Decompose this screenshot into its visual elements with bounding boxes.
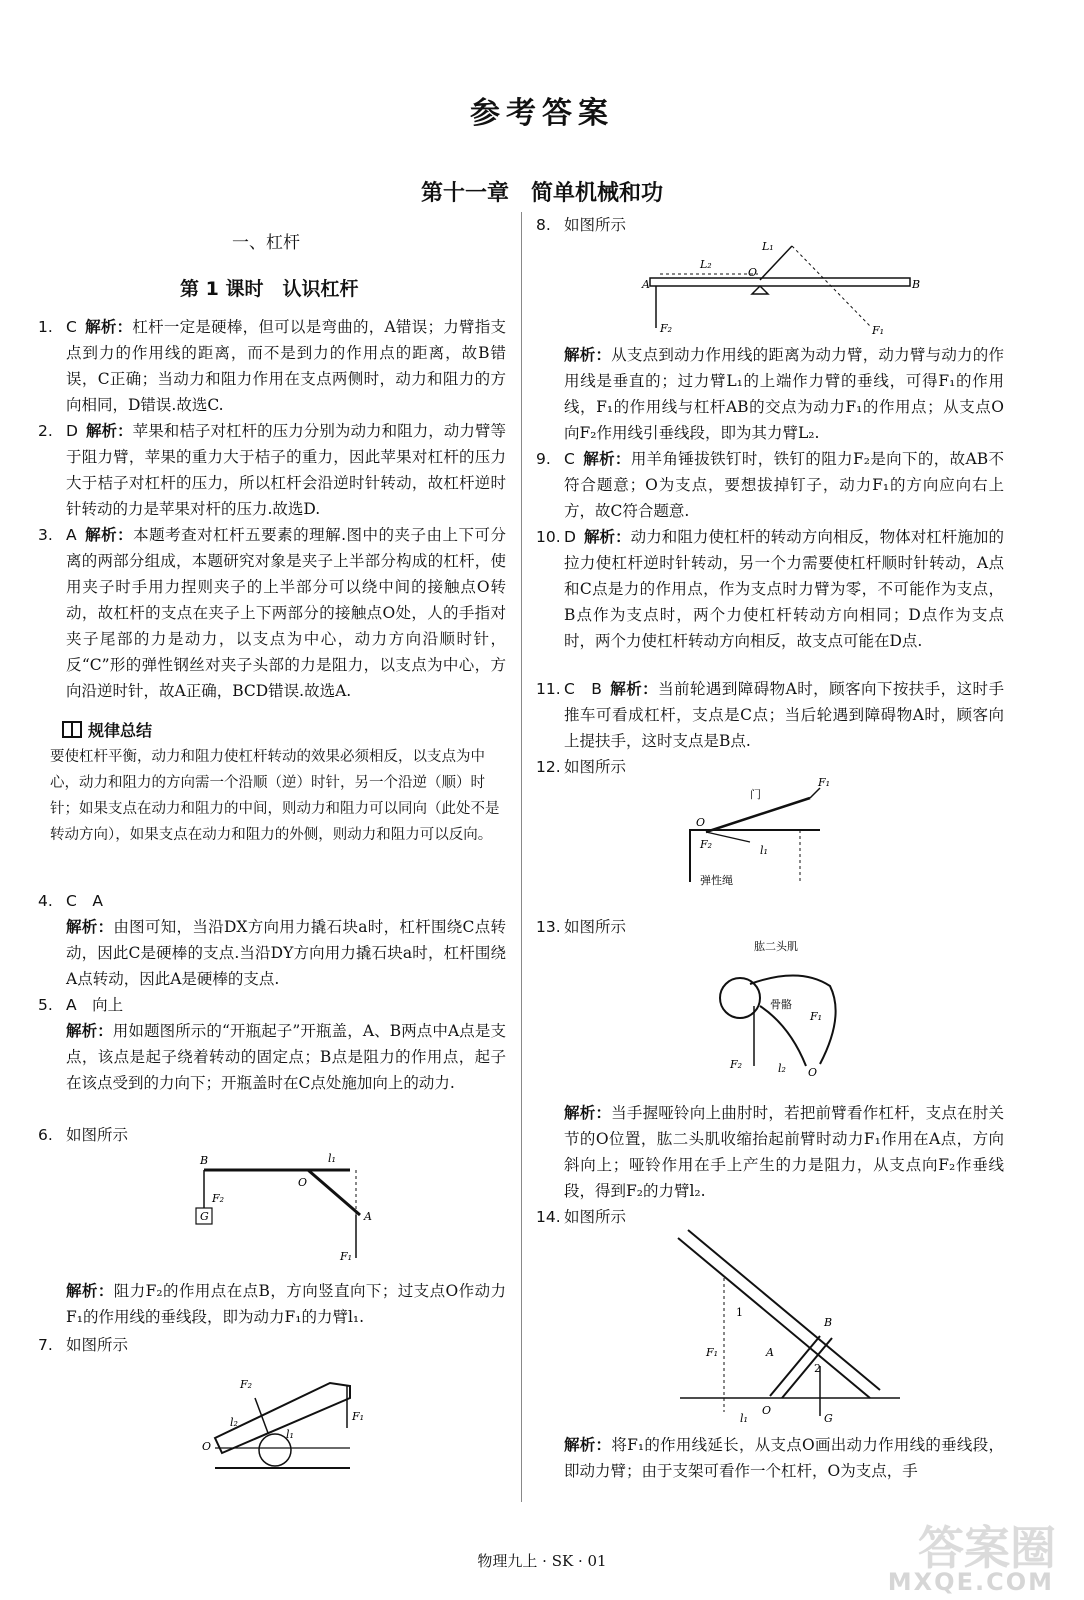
svg-text:l₁: l₁ <box>328 1152 336 1165</box>
answer-item-12: 12. 如图所示 <box>536 758 627 776</box>
page-footer: 物理九上 · SK · 01 <box>477 1552 607 1570</box>
svg-text:F₁: F₁ <box>810 1010 823 1023</box>
figure-8-lever <box>640 236 930 340</box>
svg-text:F₁: F₁ <box>352 1410 365 1423</box>
svg-text:B: B <box>824 1316 833 1329</box>
answer-item-6: 6. 如图所示 <box>38 1126 129 1144</box>
answer-item-10: 10. D 解析：动力和阻力使杠杆的转动方向相反，物体对杠杆施加的拉力使杠杆逆时针转动，另一个力需要使杠杆顺时针转动，A点和C点是力的作用点，作为支点时力臂为零，不可能作为支点，B点作为支点时，两个力使杠杆转动方向相同；D点作为支点时，两个力使杠杆转动方向相反，故支点可能在D点. <box>536 528 1004 650</box>
svg-text:F₂: F₂ <box>700 838 713 851</box>
svg-text:O: O <box>748 266 758 279</box>
watermark-url: MXQE.COM <box>887 1568 1054 1596</box>
answer-item-7: 7. 如图所示 <box>38 1336 129 1354</box>
svg-text:1: 1 <box>736 1306 743 1319</box>
watermark-logo: 答案圈 <box>918 1521 1056 1575</box>
answer-item-2: 2. D 解析：苹果和桔子对杠杆的压力分别为动力和阻力，动力臂等于阻力臂，苹果的重力大于桔子的重力，因此苹果对杠杆的压力大于桔子对杠杆的压力，所以杠杆会沿逆时针转动，故杠杆逆时针转动的力是苹果对杆的压力.故选D. <box>38 422 506 518</box>
svg-text:G: G <box>824 1412 833 1425</box>
svg-text:l₂: l₂ <box>778 1062 786 1075</box>
svg-text:2: 2 <box>814 1362 821 1375</box>
page-title: 参考答案 <box>470 96 614 131</box>
svg-text:肱二头肌: 肱二头肌 <box>754 940 798 953</box>
figure-6-lever <box>190 1150 380 1270</box>
figure-13-arm <box>710 936 860 1084</box>
figure-12-door <box>680 772 840 890</box>
answer-item-11: 11. C B 解析：当前轮遇到障碍物A时，顾客向下按扶手，这时手推车可看成杠杆，支点是C点；当后轮遇到障碍物A时，顾客向上提扶手，这时支点是B点. <box>536 680 1004 750</box>
svg-text:骨骼: 骨骼 <box>770 998 792 1011</box>
answer-item-6-explanation: 解析：阻力F₂的作用点在点B，方向竖直向下；过支点O作动力F₁的作用线的垂线段，即为动力F₁的力臂l₁. <box>66 1282 506 1326</box>
svg-text:F₁: F₁ <box>706 1346 719 1359</box>
svg-text:F₁: F₁ <box>340 1250 353 1263</box>
answer-item-4: 4. C A 解析：由图可知，当沿DX方向用力撬石块a时，杠杆围绕C点转动，因此C是硬棒的支点.当沿DY方向用力撬石块a时，杠杆围绕A点转动，因此A是硬棒的支点. <box>38 892 506 988</box>
answer-item-14-explanation: 解析：将F₁的作用线延长，从支点O画出动力作用线的垂线段，即动力臂；由于支架可看作一个杠杆，O为支点，手 <box>564 1436 1004 1480</box>
figure-14-stand <box>670 1226 910 1426</box>
answer-item-8-explanation: 解析：从支点到动力作用线的距离为动力臂，动力臂与动力的作用线是垂直的；过力臂L₁的上端作力臂的垂线，可得F₁的作用线，F₁的作用线与杠杆AB的交点为动力F₁的作用点；从支点O向F₂作用线引垂线段，即为其力臂L₂. <box>564 346 1004 442</box>
book-icon <box>62 721 82 738</box>
svg-text:A: A <box>642 278 650 291</box>
svg-text:F₂: F₂ <box>240 1378 253 1391</box>
svg-text:G: G <box>200 1210 209 1223</box>
svg-text:F₂: F₂ <box>730 1058 743 1071</box>
svg-text:L₂: L₂ <box>700 258 712 271</box>
column-divider <box>521 212 522 1502</box>
chapter-heading: 第十一章 简单机械和功 <box>420 181 663 206</box>
svg-text:弹性绳: 弹性绳 <box>700 874 733 887</box>
svg-text:B: B <box>200 1154 209 1167</box>
answer-item-9: 9. C 解析：用羊角锤拔铁钉时，铁钉的阻力F₂是向下的，故AB不符合题意；O为支点，要想拔掉钉子，动力F₁的方向应向右上方，故C符合题意. <box>536 450 1004 520</box>
section-heading: 一、杠杆 <box>232 233 300 253</box>
svg-text:l₁: l₁ <box>740 1412 748 1425</box>
svg-text:A: A <box>364 1210 372 1223</box>
answer-item-13-explanation: 解析：当手握哑铃向上曲肘时，若把前臂看作杠杆，支点在肘关节的O位置，肱二头肌收缩抬起前臂时动力F₁作用在A点，方向斜向上；哑铃作用在手上产生的力是阻力，从支点向F₂作垂线段，得到F₂的力臂l₂. <box>564 1104 1004 1200</box>
answer-item-1: 1. C 解析：杠杆一定是硬棒，但可以是弯曲的，A错误；力臂指支点到力的作用线的距离，而不是到力的作用点的距离，故B错误，C正确；当动力和阻力作用在支点两侧时，动力和阻力的方向相同，D错误.故选C. <box>38 318 506 414</box>
figure-7-lever <box>200 1358 365 1478</box>
svg-text:B: B <box>912 278 921 291</box>
svg-text:O: O <box>696 816 706 829</box>
answer-item-14: 14. 如图所示 <box>536 1208 627 1226</box>
answer-item-13: 13. 如图所示 <box>536 918 627 936</box>
svg-text:l₁: l₁ <box>760 844 768 857</box>
svg-text:F₂: F₂ <box>660 322 673 335</box>
svg-text:F₂: F₂ <box>212 1192 225 1205</box>
summary-heading: 规律总结 <box>62 718 152 741</box>
svg-text:O: O <box>762 1404 772 1417</box>
answer-item-5: 5. A 向上 解析：用如题图所示的“开瓶起子”开瓶盖，A、B两点中A点是支点，该点是起子绕着转动的固定点；B点是阻力的作用点，起子在该点受到的力向下；开瓶盖时在C点处施加向上的动力. <box>38 996 506 1092</box>
answer-item-3: 3. A 解析：本题考查对杠杆五要素的理解.图中的夹子由上下可分离的两部分组成，本题研究对象是夹子上半部分构成的杠杆，使用夹子时手用力捏则夹子的上半部分可以绕中间的接触点O转动，故杠杆的支点在夹子上下两部分的接触点O处，人的手指对夹子尾部的力是动力，以支点为中心，动力方向沿顺时针，反“C”形的弹性钢丝对夹子头部的力是阻力，以支点为中心，方向沿逆时针，故A正确，BCD错误.故选A. <box>38 526 506 700</box>
svg-text:l₂: l₂ <box>230 1416 238 1429</box>
svg-text:A: A <box>766 1346 774 1359</box>
svg-text:F₁: F₁ <box>818 776 831 789</box>
svg-text:O: O <box>808 1066 818 1079</box>
svg-text:L₁: L₁ <box>762 240 774 253</box>
svg-text:门: 门 <box>750 788 761 801</box>
summary-text: 要使杠杆平衡，动力和阻力使杠杆转动的效果必须相反，以支点为中心，动力和阻力的方向需一个沿顺（逆）时针，另一个沿逆（顺）时针；如果支点在动力和阻力的中间，则动力和阻力可以同向（此处不是转动方向），如果支点在动力和阻力的外侧，则动力和阻力可以反向。 <box>50 749 500 843</box>
svg-text:O: O <box>202 1440 212 1453</box>
svg-text:l₁: l₁ <box>286 1428 294 1441</box>
svg-text:O: O <box>298 1176 308 1189</box>
svg-text:F₁: F₁ <box>872 324 885 337</box>
lesson-heading: 第 1 课时 认识杠杆 <box>180 278 359 300</box>
answer-item-8: 8. 如图所示 <box>536 216 627 234</box>
